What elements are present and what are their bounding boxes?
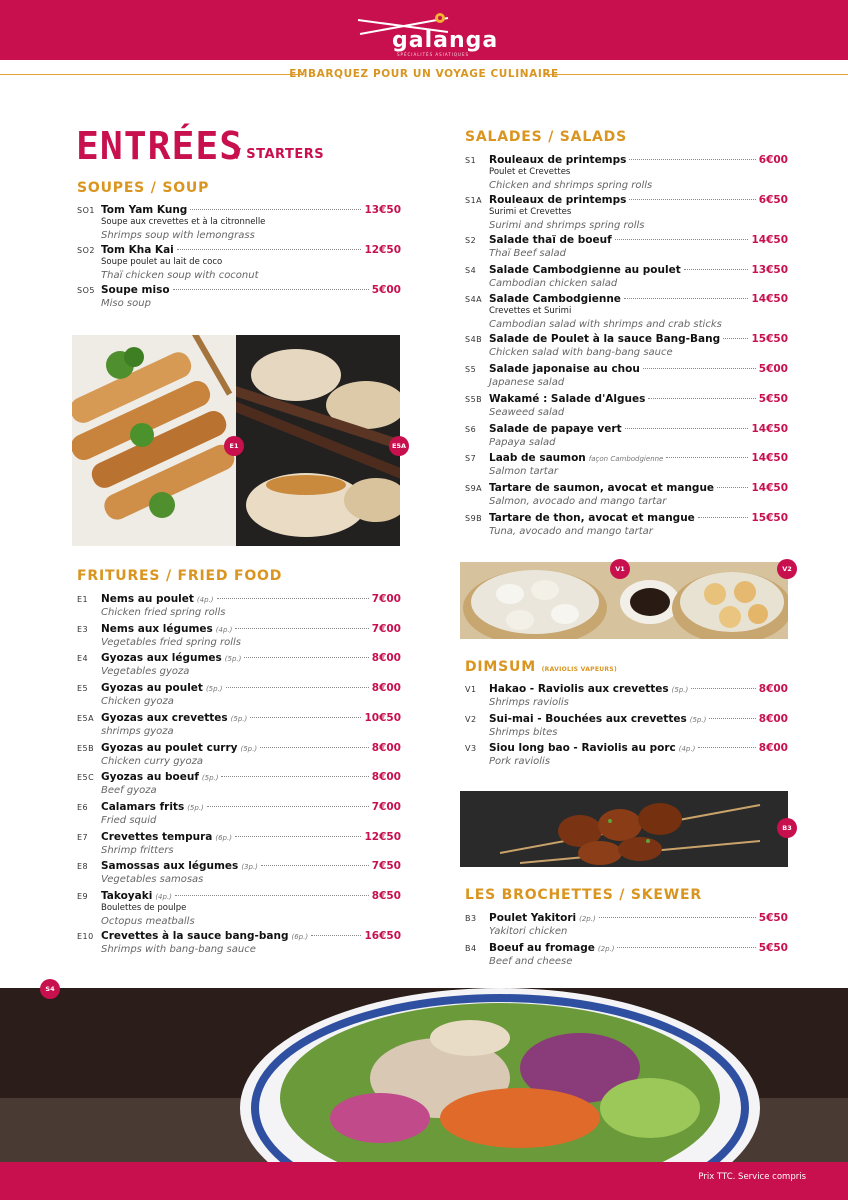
item-description-en: Seaweed salad <box>489 406 565 418</box>
item-name: Tartare de thon, avocat et mangue <box>489 511 695 524</box>
item-price: 8€00 <box>371 771 401 784</box>
item-price: 6€50 <box>758 194 788 206</box>
item-line <box>489 452 788 464</box>
dot-leader <box>190 209 361 210</box>
dot-leader <box>629 159 755 160</box>
item-name: Gyozas aux crevettes <box>101 711 228 724</box>
item-code: B4 <box>465 943 477 953</box>
badge-s4: S4 <box>40 979 60 999</box>
dot-leader <box>235 836 362 837</box>
item-price: 5€50 <box>758 941 788 954</box>
dot-leader <box>250 717 361 718</box>
brand-subtitle: SPÉCIALITÉS ASIATIQUES <box>397 52 470 57</box>
item-line <box>101 682 401 694</box>
item-description-en: Beef gyoza <box>101 785 157 797</box>
item-name: Wakamé : Salade d'Algues <box>489 392 646 405</box>
dot-leader <box>311 935 361 936</box>
item-price: 8€00 <box>758 742 788 755</box>
item-description-en: Papaya salad <box>489 436 556 448</box>
item-line <box>489 363 788 375</box>
item-line <box>489 713 788 725</box>
dot-leader <box>666 457 748 458</box>
badge-b3: B3 <box>777 818 797 838</box>
item-line <box>489 234 788 246</box>
item-line <box>489 912 788 924</box>
item-line <box>101 244 401 256</box>
item-code: S9B <box>465 513 483 523</box>
item-price: 13€50 <box>751 263 788 276</box>
section-title-dimsum <box>465 659 617 675</box>
tagline-row <box>0 64 848 84</box>
item-name: Hakao - Raviolis aux crevettes <box>489 683 669 695</box>
item-name: Boeuf au fromage <box>489 941 595 954</box>
item-description-en: Salmon tartar <box>489 466 558 478</box>
badge-v2: V2 <box>777 559 797 579</box>
item-price: 14€50 <box>751 234 788 246</box>
item-description-en: Vegetables gyoza <box>101 666 190 678</box>
item-description-en: Vegetables fried spring rolls <box>101 636 242 648</box>
item-price: 8€00 <box>371 682 401 695</box>
tagline: EMBARQUEZ POUR UN VOYAGE CULINAIRE <box>289 68 559 80</box>
item-description-en: Fried squid <box>101 814 157 826</box>
dot-leader <box>717 487 748 488</box>
item-price: 12€50 <box>364 830 401 843</box>
item-code: E7 <box>77 832 89 842</box>
dot-leader <box>684 269 749 270</box>
item-code: E6 <box>77 802 89 812</box>
item-line <box>489 264 788 276</box>
item-description-en: Japanese salad <box>489 377 565 389</box>
spring-rolls-photo <box>72 335 237 546</box>
item-code: E5A <box>77 713 95 723</box>
dot-leader <box>217 598 369 599</box>
item-price: 7€00 <box>371 800 401 813</box>
dot-leader <box>617 947 755 948</box>
section-title-fritures: FRITURES / FRIED FOOD <box>77 568 283 584</box>
item-line <box>489 512 788 524</box>
item-quantity: (5p.) <box>671 686 689 694</box>
item-description-en: Miso soup <box>101 298 151 309</box>
item-code: V3 <box>465 744 477 754</box>
item-quantity: (5p.) <box>240 744 258 753</box>
item-line <box>489 154 788 166</box>
item-price: 10€50 <box>364 711 401 724</box>
item-name: Samossas aux légumes <box>101 860 239 873</box>
item-code: S6 <box>465 424 477 434</box>
dot-leader <box>698 517 749 518</box>
item-code: E9 <box>77 892 89 901</box>
item-line <box>489 333 788 345</box>
item-code: S5B <box>465 394 483 404</box>
section-title-brochettes: LES BROCHETTES / SKEWER <box>465 887 702 903</box>
item-line <box>101 930 401 942</box>
item-description-en: Chicken fried spring rolls <box>101 607 226 618</box>
item-line <box>101 801 401 813</box>
item-quantity: (3p.) <box>241 863 258 872</box>
item-price: 14€50 <box>751 293 788 306</box>
item-quantity: (5p.) <box>224 655 242 664</box>
item-line <box>489 393 788 405</box>
item-name: Poulet Yakitori <box>489 912 577 924</box>
dot-leader <box>173 289 369 290</box>
dot-leader <box>207 806 369 807</box>
item-description-en: Thaï Beef salad <box>489 248 566 259</box>
item-name: Tom Yam Kung <box>101 204 188 216</box>
dot-leader <box>221 776 368 777</box>
item-code: E5 <box>77 684 89 694</box>
item-price: 6€00 <box>758 154 788 166</box>
brand-name: galanga <box>392 28 499 53</box>
item-name: Tom Kha Kai <box>101 244 174 256</box>
item-description-en: Yakitori chicken <box>489 926 568 937</box>
item-price: 13€50 <box>364 204 401 216</box>
item-line <box>101 593 401 605</box>
item-quantity: (5p.) <box>230 714 248 723</box>
item-quantity: (5p.) <box>689 715 707 724</box>
item-description-en: Cambodian chicken salad <box>489 277 618 289</box>
dot-leader <box>625 428 749 429</box>
section-title-salades: SALADES / SALADS <box>465 129 627 145</box>
item-description-fr: Soupe aux crevettes et à la citronnelle <box>101 217 266 227</box>
item-name: Salade Cambodgienne <box>489 293 621 306</box>
item-code: S1A <box>465 196 483 205</box>
item-name: Gyozas au boeuf <box>101 771 199 784</box>
badge-v1: V1 <box>610 559 630 579</box>
item-name: Crevettes à la sauce bang-bang <box>101 930 289 942</box>
item-description-en: Chicken salad with bang-bang sauce <box>489 347 673 359</box>
item-code: S1 <box>465 156 477 165</box>
dot-leader <box>691 688 756 689</box>
item-price: 8€00 <box>371 741 401 754</box>
dimsum-subtitle: (RAVIOLIS VAPEURS) <box>541 666 618 673</box>
dot-leader <box>599 917 756 918</box>
item-description-fr: Soupe poulet au lait de coco <box>101 257 223 267</box>
item-description-en: Pork raviolis <box>489 756 551 768</box>
item-description-en: Chicken and shrimps spring rolls <box>489 180 653 191</box>
dot-leader <box>615 239 749 240</box>
badge-e1: E1 <box>224 436 244 456</box>
item-description-en: Beef and cheese <box>489 955 573 967</box>
item-code: SO5 <box>77 286 95 295</box>
entrees-title: ENTRÉES <box>76 124 244 168</box>
item-name: Soupe miso <box>101 284 170 296</box>
item-line <box>489 683 788 695</box>
item-code: E3 <box>77 624 89 634</box>
gyozas-photo <box>236 335 400 546</box>
item-quantity: (5p.) <box>205 685 223 694</box>
item-quantity: (5p.) <box>187 803 204 812</box>
item-description-en: Shrimp fritters <box>101 844 174 856</box>
item-line <box>101 831 401 843</box>
item-line <box>101 284 401 296</box>
item-code: E8 <box>77 862 89 872</box>
item-price: 8€00 <box>758 712 788 725</box>
item-description-en: Chicken curry gyoza <box>101 755 203 767</box>
item-price: 7€00 <box>371 593 401 605</box>
item-code: B3 <box>465 914 477 923</box>
item-code: S5 <box>465 365 477 375</box>
item-line <box>101 204 401 216</box>
item-line <box>101 742 401 754</box>
item-line <box>489 482 788 494</box>
item-description-en: Shrimps bites <box>489 726 558 738</box>
item-description-fr: Surimi et Crevettes <box>489 207 572 217</box>
dot-leader <box>643 368 756 369</box>
item-name: Salade de papaye vert <box>489 422 622 435</box>
item-quantity: (6p.) <box>291 933 309 941</box>
item-code: V1 <box>465 685 477 694</box>
section-title-soupes: SOUPES / SOUP <box>77 180 210 196</box>
item-name: Nems au poulet <box>101 593 194 605</box>
item-code: E5C <box>77 773 95 783</box>
item-quantity: (4p.) <box>678 745 696 754</box>
item-line <box>489 423 788 435</box>
item-quantity: (5p.) <box>201 774 219 783</box>
item-name: Gyozas au poulet curry <box>101 741 238 754</box>
item-price: 14€50 <box>751 422 788 435</box>
item-description-en: Tuna, avocado and mango tartar <box>489 525 653 537</box>
item-code: V2 <box>465 714 477 724</box>
item-code: SO2 <box>77 246 95 255</box>
item-description-en: Surimi and shrimps spring rolls <box>489 220 645 231</box>
item-quantity: (6p.) <box>215 833 232 842</box>
item-code: E4 <box>77 654 89 664</box>
dot-leader <box>629 199 755 200</box>
item-name: Gyozas aux légumes <box>101 652 222 665</box>
item-description-en: Shrimps with bang-bang sauce <box>101 944 256 955</box>
item-price: 14€50 <box>751 452 788 465</box>
item-price: 15€50 <box>751 333 788 346</box>
item-description-en: Vegetables samosas <box>101 874 204 886</box>
item-price: 5€00 <box>371 284 401 296</box>
item-price: 7€00 <box>371 622 401 635</box>
item-price: 8€50 <box>371 890 401 902</box>
item-description-en: Octopus meatballs <box>101 916 195 927</box>
item-description-en: Thaï chicken soup with coconut <box>101 270 259 281</box>
item-quantity: (2p.) <box>597 944 615 953</box>
item-code: S4A <box>465 295 483 305</box>
item-code: S9A <box>465 483 483 493</box>
dot-leader <box>624 298 749 299</box>
dot-leader <box>261 865 369 866</box>
item-name: Tartare de saumon, avocat et mangue <box>489 481 715 494</box>
dot-leader <box>226 687 369 688</box>
item-name: Calamars frits <box>101 800 185 813</box>
item-description-en: Cambodian salad with shrimps and crab sticks <box>489 319 722 331</box>
item-price: 12€50 <box>364 244 401 256</box>
dot-leader <box>260 747 369 748</box>
dot-leader <box>235 628 368 629</box>
item-name: Nems aux légumes <box>101 622 213 635</box>
salad-banner-photo <box>0 988 848 1162</box>
item-line <box>101 860 401 872</box>
item-code: E10 <box>77 932 94 941</box>
item-code: E5B <box>77 743 95 753</box>
item-description-en: Salmon, avocado and mango tartar <box>489 495 667 507</box>
item-description-fr: Boulettes de poulpe <box>101 903 187 913</box>
item-name: Salade Cambodgienne au poulet <box>489 263 681 276</box>
dot-leader <box>709 718 755 719</box>
item-description-en: shrimps gyoza <box>101 725 174 737</box>
footer-note: Prix TTC. Service compris <box>698 1172 806 1182</box>
skewers-photo <box>460 791 788 867</box>
item-line <box>101 623 401 635</box>
item-price: 14€50 <box>751 481 788 494</box>
item-description-en: Chicken gyoza <box>101 696 174 708</box>
item-code: E1 <box>77 595 89 604</box>
item-name: Rouleaux de printemps <box>489 154 627 166</box>
item-line <box>489 742 788 754</box>
dot-leader <box>177 249 362 250</box>
dot-leader <box>698 747 755 748</box>
item-price: 5€50 <box>758 392 788 405</box>
item-price: 16€50 <box>364 930 401 942</box>
item-line <box>101 771 401 783</box>
item-price: 5€50 <box>758 912 788 924</box>
item-name: Salade japonaise au chou <box>489 363 640 376</box>
item-line <box>101 652 401 664</box>
item-quantity: (4p.) <box>155 893 172 901</box>
item-name: Takoyaki <box>101 890 153 902</box>
item-price: 8€00 <box>758 683 788 695</box>
badge-e5a: E5A <box>389 436 409 456</box>
item-quantity: (4p.) <box>215 625 233 634</box>
item-name: Rouleaux de printemps <box>489 194 627 206</box>
item-name: Salade de Poulet à la sauce Bang-Bang <box>489 333 721 346</box>
item-name: Sui-mai - Bouchées aux crevettes <box>489 712 687 725</box>
item-price: 15€50 <box>751 511 788 524</box>
item-name: Laab de saumon <box>489 452 586 465</box>
item-name: Crevettes tempura <box>101 830 213 843</box>
item-code: S7 <box>465 454 477 464</box>
item-description-fr: Poulet et Crevettes <box>489 167 571 177</box>
dot-leader <box>175 895 369 896</box>
item-code: S4B <box>465 335 483 345</box>
item-description-en: Shrimps raviolis <box>489 697 569 708</box>
item-code: SO1 <box>77 206 95 215</box>
dimsum-title: DIMSUM <box>465 659 536 675</box>
item-line <box>489 293 788 305</box>
item-quantity: (2p.) <box>579 915 596 923</box>
item-name: Siou long bao - Raviolis au porc <box>489 742 676 755</box>
item-quantity: façon Cambodgienne <box>588 455 664 464</box>
item-line <box>489 194 788 206</box>
dot-leader <box>648 398 755 399</box>
item-code: S4 <box>465 265 477 275</box>
item-line <box>489 942 788 954</box>
item-price: 8€00 <box>371 652 401 665</box>
item-quantity: (4p.) <box>196 596 214 604</box>
dot-leader <box>723 338 748 339</box>
dot-leader <box>244 657 368 658</box>
item-description-en: Shrimps soup with lemongrass <box>101 230 255 241</box>
item-line <box>101 712 401 724</box>
item-price: 5€00 <box>758 363 788 376</box>
item-name: Gyozas au poulet <box>101 682 203 695</box>
item-name: Salade thaï de boeuf <box>489 234 612 246</box>
item-code: S2 <box>465 236 477 245</box>
entrees-subtitle: / STARTERS <box>236 147 325 162</box>
item-description-fr: Crevettes et Surimi <box>489 306 572 317</box>
item-line <box>101 890 401 902</box>
item-price: 7€50 <box>371 860 401 873</box>
